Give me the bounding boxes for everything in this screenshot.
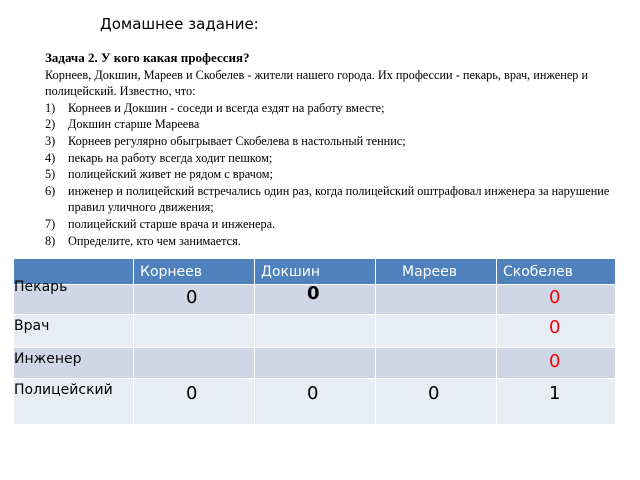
cell-value: 0 <box>549 317 561 338</box>
column-header-label: Скобелев <box>503 264 573 280</box>
homework-title: Домашнее задание: <box>100 15 259 33</box>
condition-item <box>45 133 630 150</box>
table-header-row <box>14 259 616 285</box>
cell-value: 0 <box>549 351 561 372</box>
condition-number: 8) <box>45 233 56 248</box>
table-cell[interactable] <box>497 315 616 348</box>
condition-number: 2) <box>45 117 56 132</box>
row-label-cell <box>14 348 134 379</box>
table-cell[interactable] <box>376 348 497 379</box>
profession-table <box>13 258 616 425</box>
table-cell[interactable] <box>376 379 497 425</box>
table-row <box>14 285 616 315</box>
table-cell[interactable] <box>134 315 255 348</box>
condition-item <box>45 150 630 167</box>
column-header-label: Корнеев <box>140 264 203 280</box>
cell-value: 0 <box>549 287 561 308</box>
table-cell[interactable] <box>134 285 255 315</box>
row-label: Пекарь <box>14 279 68 295</box>
table-cell[interactable] <box>497 379 616 425</box>
column-header <box>134 259 255 285</box>
condition-item <box>45 116 630 133</box>
table-row <box>14 379 616 425</box>
cell-value: 0 <box>307 383 319 404</box>
condition-item <box>45 233 630 250</box>
task-intro: Корнеев, Докшин, Мареев и Скобелев - жители нашего города. Их профессии - пекарь, врач, инженер и полицейский. Известно, что: <box>45 67 589 99</box>
cell-value: 0 <box>428 383 440 404</box>
condition-text: инженер и полицейский встречались один раз, когда полицейский оштрафовал инженера за нарушение правил уличного движения; <box>68 183 610 215</box>
condition-number: 7) <box>45 216 56 231</box>
condition-text: Докшин старше Мареева <box>68 117 200 132</box>
condition-number: 6) <box>45 183 56 198</box>
row-label: Полицейский <box>14 382 113 398</box>
row-label: Врач <box>14 318 50 334</box>
table-cell[interactable] <box>376 315 497 348</box>
condition-text: Корнеев и Докшин - соседи и всегда ездят на работу вместе; <box>68 100 385 115</box>
table-cell[interactable] <box>255 285 376 315</box>
condition-text: Корнеев регулярно обыгрывает Скобелева в настольный теннис; <box>68 133 406 148</box>
column-header <box>497 259 616 285</box>
condition-number: 5) <box>45 167 56 182</box>
condition-text: полицейский живет не рядом с врачом; <box>68 167 273 182</box>
condition-item <box>45 183 630 216</box>
column-header-label: Докшин <box>261 264 321 280</box>
table-cell[interactable] <box>376 285 497 315</box>
table-row <box>14 348 616 379</box>
condition-number: 4) <box>45 150 56 165</box>
table-cell[interactable] <box>255 315 376 348</box>
cell-value: 0 <box>307 283 320 304</box>
condition-text: полицейский старше врача и инженера. <box>68 216 276 231</box>
task-heading: Задача 2. У кого какая профессия? <box>45 50 250 65</box>
table-cell[interactable] <box>497 348 616 379</box>
table-cell[interactable] <box>134 379 255 425</box>
column-header <box>255 259 376 285</box>
row-label-cell <box>14 379 134 425</box>
cell-value: 0 <box>186 383 198 404</box>
table-row <box>14 315 616 348</box>
conditions-list <box>45 100 630 249</box>
condition-text: Определите, кто чем занимается. <box>68 233 241 248</box>
cell-value: 0 <box>186 287 198 308</box>
row-label: Инженер <box>14 351 82 367</box>
condition-item <box>45 100 630 117</box>
table-cell[interactable] <box>497 285 616 315</box>
row-label-cell <box>14 315 134 348</box>
condition-number: 1) <box>45 100 56 115</box>
column-header <box>376 259 497 285</box>
table-cell[interactable] <box>255 379 376 425</box>
condition-item <box>45 166 630 183</box>
column-header-label: Мареев <box>402 264 458 280</box>
row-label-cell <box>14 279 134 315</box>
table-cell[interactable] <box>134 348 255 379</box>
cell-value: 1 <box>549 383 561 404</box>
task-block <box>45 50 630 249</box>
condition-text: пекарь на работу всегда ходит пешком; <box>68 150 273 165</box>
condition-item <box>45 216 630 233</box>
table-cell[interactable] <box>255 348 376 379</box>
condition-number: 3) <box>45 133 56 148</box>
